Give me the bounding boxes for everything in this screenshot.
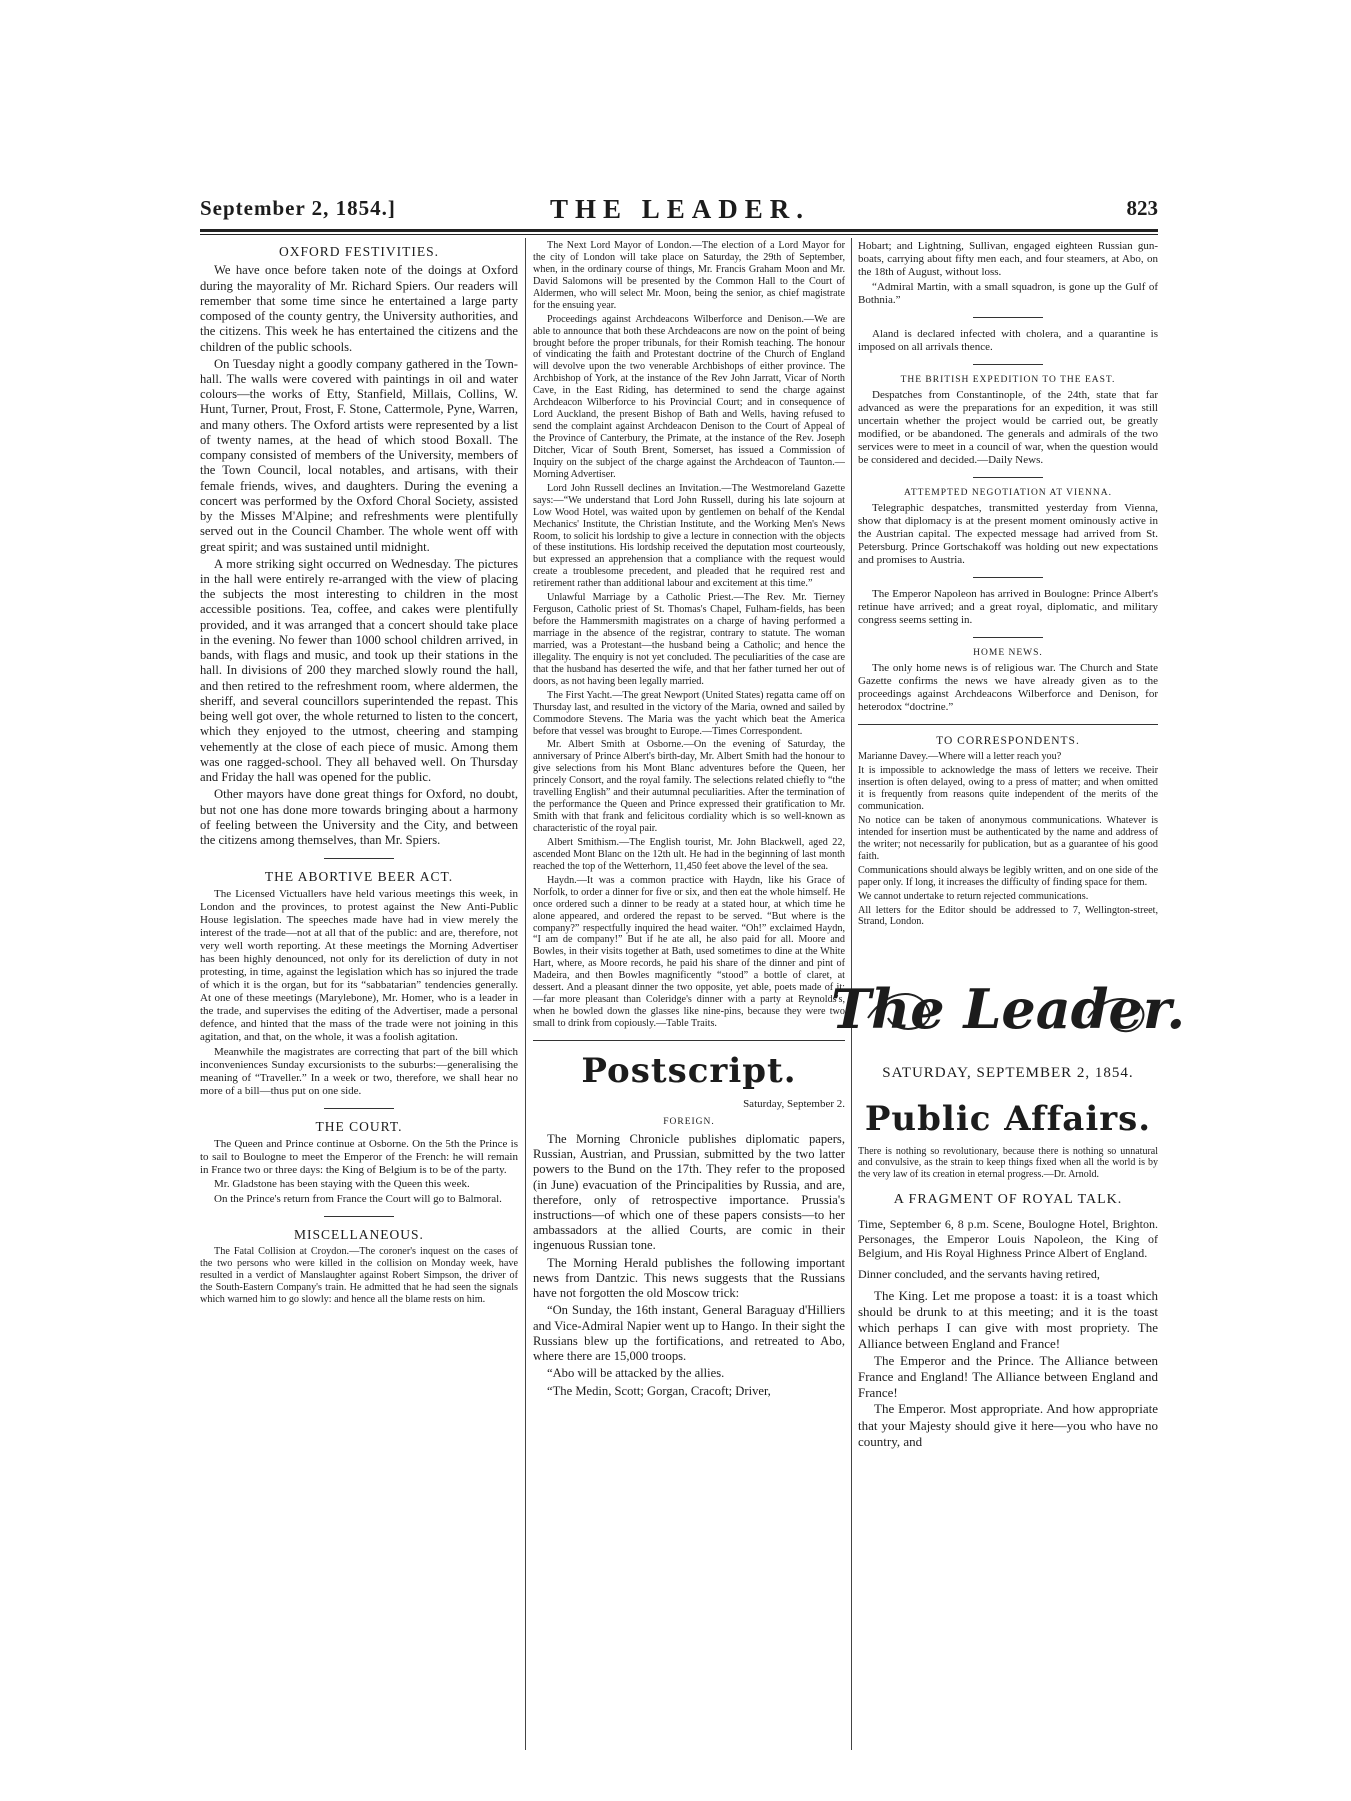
- to-correspondents: [858, 735, 1158, 929]
- article-home-news: [858, 648, 1158, 714]
- article-paragraph: “Abo will be attacked by the allies.: [547, 1366, 725, 1381]
- section-divider: [973, 637, 1043, 638]
- article-paragraph: On Tuesday night a goodly company gathered in the Town-hall. The walls were covered with paintings in oil and water colours—the works of Etty, Stanfield, Millais, Collins, W. Hunt, Turner, Prout, Frost, F. Stone, Cattermole, Pyne, Warren, and many others. The Oxford artists were represented by a list of twenty names, at the head of which stood Boxall. The company consisted of members of the University, members of the Town Council, local notables, and artisans, with their female friends, wives, and daughters. During the evening a concert was performed by the Oxford Choral Society, assisted by the Misses M'Alpine; and refreshments were plentifully served out in the Council Chamber. The whole went off with great spirit; and was sustained until midnight.: [200, 356, 518, 554]
- correspondent-note: All letters for the Editor should be addressed to 7, Wellington-street, Strand, London.: [858, 904, 1158, 928]
- article-paragraph: The Fatal Collision at Croydon.—The coroner's inquest on the cases of the two persons who were killed in the collision on Monday week, have resulted in a verdict of Manslaughter against Robert Simpson, the driver of the South-Eastern Company's train. He admitted that he had seen the signals which warned him to go slowly: and hence all the blame rests on him.: [200, 1246, 518, 1305]
- article-paragraph: We have once before taken note of the doings at Oxford during the mayorality of Mr. Richard Spiers. Our readers will remember that some time since he entertained a large party composed of the county gentry, the University authorities, and the citizens. This week he has entertained the citizens and the children of the public schools.: [200, 263, 518, 354]
- aland-notice: [858, 328, 1158, 354]
- article-royal-talk: [858, 1192, 1158, 1450]
- article-heading: MISCELLANEOUS.: [294, 1227, 424, 1243]
- article-paragraph: Despatches from Constantinople, of the 24th, state that far advanced as were the preparations for an expedition, it was still uncertain whether the project would be carried out, be greatly modified, or be abandoned. The generals and admirals of the two services were to meet in a council of war, when the question would be considered and decided.—Daily News.: [858, 388, 1158, 466]
- section-divider: [973, 577, 1043, 578]
- postscript-dateline: Saturday, September 2.: [743, 1098, 845, 1111]
- article-paragraph: Mr. Gladstone has been staying with the Queen this week.: [214, 1178, 470, 1191]
- postscript-heading: Postscript.: [581, 1050, 797, 1091]
- dialogue-line: The Emperor and the Prince. The Alliance between France and England! The Alliance between England and France!: [858, 1352, 1158, 1401]
- news-item: Lord John Russell declines an Invitation.—The Westmoreland Gazette says:—“We understand that Lord John Russell, during his late sojourn at Low Wood Hotel, was waited upon by gentlemen on behalf of the Kendal Mechanics' Institute, the Christian Institute, and the Working Men's News Room, to solicit his lordship to give a lecture in connection with the objects of these institutions. His lordship received the deputation most courteously, but expressed an apprehension that a compliance with the request would create a troublesome precedent, and pleaded that he required rest and retirement rather than additional labour and excitement at this time.”: [533, 482, 845, 590]
- section-divider: [533, 1040, 845, 1041]
- section-divider: [324, 858, 394, 859]
- news-item: Mr. Albert Smith at Osborne.—On the evening of Saturday, the anniversary of Prince Albert's birth-day, Mr. Albert Smith had the honour to give selections from his Mont Blanc adventures before the Queen, her princely Consort, and the royal family. The selections related chiefly to “the travelling English” and their autumnal peculiarities. After the termination of the performance the Queen and Prince expressed their gratification to Mr. Smith with that frank and felicitous cordiality which is so well-known as characteristic of the royal pair.: [533, 739, 845, 834]
- article-paragraph: “Admiral Martin, with a small squadron, is gone up the Gulf of Bothnia.”: [858, 280, 1158, 306]
- news-item: The First Yacht.—The great Newport (United States) regatta came off on Thursday last, and resulted in the victory of the Maria, owned and sailed by Commodore Stevens. The Maria was the yacht which beat the America before that vessel was brought to Europe.—Times Correspondent.: [533, 689, 845, 737]
- article-paragraph: Hobart; and Lightning, Sullivan, engaged eighteen Russian gun-boats, carrying about fifty men each, and four steamers, at Abo, on the 18th of August, without loss.: [858, 240, 1158, 278]
- article-paragraph: Aland is declared infected with cholera, and a quarantine is imposed on all arrivals thence.: [858, 327, 1158, 353]
- article-paragraph: Telegraphic despatches, transmitted yesterday from Vienna, show that diplomacy is at the present moment ominously active in the Austrian capital. The expected message had arrived from St. Petersburg. Prince Gortschakoff was holding out new expectations and promises to Austria.: [858, 502, 1158, 566]
- article-paragraph: A more striking sight occurred on Wednesday. The pictures in the hall were entirely re-arranged with the view of placing the subjects the most interesting to children in the most accessible positions. Tea, coffee, and cakes were plentifully provided, and it was arranged that a concert should take place in the evening. No fewer than 1000 school children arrived, in bands, with flags and music, and took up their stations in the hall. In divisions of 200 they marched slowly round the hall, and then retired to the refreshment room, where aldermen, the sheriff, and several councillors superintended the repast. This being well got over, the whole returned to listen to the concert, which they enjoyed to the utmost, cheering and stamping vehemently at the close of each piece of music. Among them was one ragged-school. They all behaved well. On Thursday and Friday the hall was opened for the public.: [200, 556, 518, 785]
- article-paragraph: The Morning Chronicle publishes diplomatic papers, Russian, Austrian, and Prussian, submitted by the two latter powers to the Bund on the 17th. They refer to the proposed (in June) evacuation of the Principalities by Russia, and are, therefore, only of retrospective importance. Prussia's instructions—of which one of these papers consists—to her ambassadors at the allied Courts, are comic in their ingenuous Russian tone.: [533, 1131, 845, 1253]
- news-item: Haydn.—It was a common practice with Haydn, like his Grace of Norfolk, to order a dinner for five or six, and then eat the whole himself. He once ordered such a dinner to be ready at a stated hour, at which time he alone appeared, and ordered the repast to be served. “But where is the company?” respectfully inquired the head waiter. “Oh!” exclaimed Haydn, “I am de company!” But if he ate all, he also paid for all. Moore and Bowles, in their visits together at Bath, used sometimes to dine at the White Hart, where, as Moore records, he paid his share of the dinner and pint of Madeira, and then Bowles magnificently “stood” a bottle of claret, at dessert. And a pleasant dinner the two opposite, yet able, poets made of it;—far more pleasant than Coleridge's dinner with a party at Reynolds's, when he bowled down the glasses like nine-pins, because they were two small to drink from copiously.—Table Traits.: [533, 874, 845, 1029]
- postscript-section: [533, 1051, 845, 1399]
- article-heading: THE ABORTIVE BEER ACT.: [264, 869, 454, 885]
- section-divider: [324, 1216, 394, 1217]
- article-heading: TO CORRESPONDENTS.: [936, 734, 1080, 747]
- article-heading: THE BRITISH EXPEDITION TO THE EAST.: [900, 374, 1116, 385]
- article-paragraph: The Morning Herald publishes the following important news from Dantzic. This news suggests that the Russians have not forgotten the old Moscow trick:: [533, 1255, 845, 1301]
- miscellaneous-items: [533, 240, 845, 1030]
- article-paragraph: Other mayors have done great things for Oxford, no doubt, but not one has done more towards bringing about a harmony of feeling between the University and the City, and between the citizens among themselves, than Mr. Spiers.: [200, 787, 518, 847]
- correspondent-note: Communications should always be legibly written, and on one side of the paper only. If long, it increases the difficulty of finding space for them.: [858, 864, 1158, 888]
- masthead-rule: [200, 229, 1158, 232]
- public-affairs-heading: Public Affairs.: [864, 1098, 1152, 1139]
- column-divider: [525, 238, 526, 1750]
- section-divider: [973, 364, 1043, 365]
- article-vienna-negotiation: [858, 488, 1158, 567]
- stage-direction: Dinner concluded, and the servants having retired,: [858, 1266, 1100, 1281]
- article-oxford-festivities: [200, 244, 518, 848]
- masthead-rule-thin: [200, 234, 1158, 235]
- public-affairs-motto: There is nothing so revolutionary, because there is nothing so unnatural and convulsive, as the strain to keep things fixed when all the world is by the very law of its creation in eternal progress.—Dr. Arnold.: [858, 1145, 1158, 1180]
- article-paragraph: “On Sunday, the 16th instant, General Baraguay d'Hilliers and Vice-Admiral Napier went up to Hango. In their sight the Russians blew up the fortifications, and retreated to Abo, where there are 15,000 troops.: [533, 1303, 845, 1364]
- page-number: 823: [1126, 196, 1158, 220]
- article-heading: ATTEMPTED NEGOTIATION AT VIENNA.: [904, 487, 1112, 498]
- article-paragraph: Meanwhile the magistrates are correcting that part of the bill which inconveniences Sunday excursionists to the suburbs:—generalising the meaning of “Traveller.” In a week or two, therefore, we shall hear no more of a bill—thus put on one side.: [200, 1045, 518, 1097]
- article-paragraph: The Queen and Prince continue at Osborne. On the 5th the Prince is to sail to Boulogne to meet the Emperor of the French: he will remain in France two or three days: the King of Belgium is to be of the party.: [200, 1137, 518, 1176]
- correspondent-note: We cannot undertake to return rejected communications.: [858, 890, 1089, 902]
- issue-date: September 2, 1854.]: [200, 196, 396, 220]
- article-british-expedition: [858, 375, 1158, 467]
- correspondent-note: It is impossible to acknowledge the mass of letters we receive. Their insertion is often delayed, owing to a press of matter; and when omitted it is frequently from reasons quite independent of the merits of the communication.: [858, 765, 1158, 813]
- news-item: Albert Smithism.—The English tourist, Mr. John Blackwell, aged 22, ascended Mont Blanc on the 12th ult. He had in the beginning of last month reached the top of the Wetterhorn, 11,450 feet above the level of the sea.: [533, 836, 845, 872]
- column-2: [533, 240, 845, 1750]
- leader-logo-text: The Leader.: [830, 977, 1186, 1042]
- news-item: The Next Lord Mayor of London.—The election of a Lord Mayor for the city of London will take place on Saturday, the 29th of September, when, in the ordinary course of things, Mr. Francis Graham Moon and Mr. David Salomons will be presented by the Common Hall to the Court of Aldermen, who will select Mr. Moon, being the senior, as chief magistrate for the ensuing year.: [533, 240, 845, 311]
- correspondent-note: Marianne Davey.—Where will a letter reach you?: [858, 751, 1062, 763]
- article-heading: A FRAGMENT OF ROYAL TALK.: [893, 1192, 1123, 1208]
- boulogne-notice: [858, 588, 1158, 627]
- leader-date: SATURDAY, SEPTEMBER 2, 1854.: [882, 1065, 1134, 1082]
- article-heading: THE COURT.: [315, 1118, 403, 1134]
- news-item: Unlawful Marriage by a Catholic Priest.—The Rev. Mr. Tierney Ferguson, Catholic priest of St. Thomas's Chapel, Fulham-fields, has been before the Hammersmith magistrates on a charge of having performed a marriage in the absence of the registrar, contrary to statute. The woman married, was a Protestant—the husband being a Catholic; and hence the illegality. The enquiry is not yet concluded. The peculiarities of the case are that the husband has deserted the wife, and that her father turned her out of doors, as not having been legally married.: [533, 592, 845, 687]
- dialogue-line: The Emperor. Most appropriate. And how appropriate that your Majesty should give it here—you who have no country, and: [858, 1401, 1158, 1449]
- section-divider: [973, 477, 1043, 478]
- column-1: [200, 240, 518, 1750]
- war-news: [858, 240, 1158, 307]
- section-divider: [858, 724, 1158, 725]
- leader-logo: [830, 948, 1186, 1058]
- section-divider: [324, 1108, 394, 1109]
- postscript-subheading: FOREIGN.: [663, 1117, 715, 1128]
- article-paragraph: On the Prince's return from France the Court will go to Balmoral.: [214, 1193, 502, 1206]
- article-paragraph: The Emperor Napoleon has arrived in Boulogne: Prince Albert's retinue have arrived; and a great royal, diplomatic, and military congress seems setting in.: [858, 587, 1158, 626]
- article-court: [200, 1119, 518, 1207]
- masthead: [200, 194, 1158, 228]
- news-item: Proceedings against Archdeacons Wilberforce and Denison.—We are able to announce that both these Archdeacons are now on the point of being brought before the proper tribunals, for their Romish teaching. The honour of vindicating the faith and Protestant doctrine of the Church of England will devolve upon the two venerable Archbishops of either province. The Archbishop of York, at the instance of the Rev John Jarratt, Vicar of North Cave, in the East Riding, has determined to send the charge against Archdeacon Wilberforce to his Provincial Court; and in consequence of Lord Auckland, the present Bishop of Bath and Wells, having refused to send the complaint against Archdeacon Denison to the Court of Appeal of the Province of Canterbury, the Primate, at the instance of the Rev. Joseph Ditcher, Vicar of South Brent, Somerset, has issued a Commission of Inquiry on the subject of the charge against the Archdeacon of Taunton.—Morning Advertiser.: [533, 313, 845, 480]
- paper-title: THE LEADER.: [549, 194, 811, 224]
- correspondent-note: No notice can be taken of anonymous communications. Whatever is intended for insertion must be authenticated by the name and address of the writer; not necessarily for publication, but as a guarantee of his good faith.: [858, 814, 1158, 862]
- article-heading: HOME NEWS.: [973, 647, 1043, 658]
- article-paragraph: “The Medin, Scott; Gorgan, Cracoft; Driver,: [547, 1383, 771, 1398]
- dialogue-line: The King. Let me propose a toast: it is a toast which should be drunk to at this meeting; and it is the toast which perhaps I can give with most propriety. The Alliance between England and France!: [858, 1287, 1158, 1352]
- article-paragraph: The only home news is of religious war. The Church and State Gazette confirms the news we have already given as to the proceedings against Archdeacons Wilberforce and Denison, for heterodox “doctrine.”: [858, 661, 1158, 713]
- section-divider: [973, 317, 1043, 318]
- stage-direction: Time, September 6, 8 p.m. Scene, Boulogne Hotel, Brighton. Personages, the Emperor Louis Napoleon, the King of Belgium, and His Royal Highness Prince Albert of England.: [858, 1217, 1158, 1261]
- article-beer-act: [200, 869, 518, 1097]
- column-3: [830, 240, 1186, 1750]
- article-miscellaneous: [200, 1227, 518, 1305]
- article-heading: OXFORD FESTIVITIES.: [278, 244, 439, 259]
- article-paragraph: The Licensed Victuallers have held various meetings this week, in London and the provinces, to protest against the New Anti-Public House legislation. The speeches made have had in view merely the interest of the trade—not at all that of the public: and are, therefore, not very well worth reporting. At these meetings the Morning Advertiser has been highly denounced, not only for its dereliction of duty in not protesting, in time, against the legislation which has so injured the trade of which it is the organ, but for its “sabbatarian” tendencies generally. At one of these meetings (Marylebone), Mr. Homer, who is a leader in the trade, and supervises the editing of the Advertiser, made a personal defence, and hinted that the mass of the trade were not joining in this agitation, and that, on the whole, it was a foolish agitation.: [200, 888, 518, 1043]
